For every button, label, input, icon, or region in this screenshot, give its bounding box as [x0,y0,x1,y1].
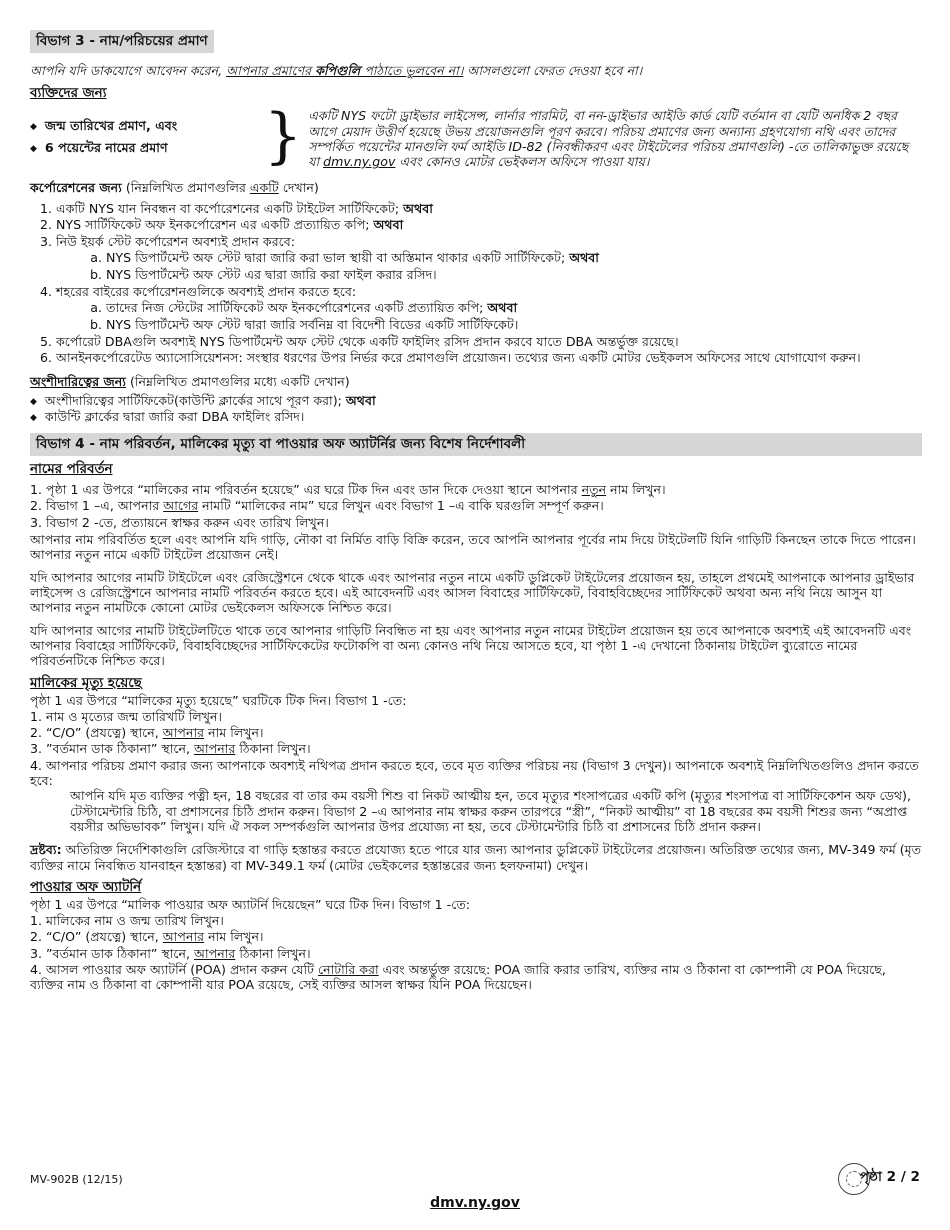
item-text-end: নামটি “মালিকের নাম” ঘরে লিখুন এবং বিভাগ 1 –এ বাকি ঘরগুলি সম্পূর্ণ করুন। [198,498,604,514]
individuals-requirements [30,108,260,162]
list-item: 3. বিভাগ 2 -তে, প্রত্যায়নে স্বাক্ষর করুন এবং তারিখ লিখুন। [30,515,922,530]
partnerships-sub: (নিম্নলিখিত প্রমাণগুলির মধ্যে একটি দেখান) [125,373,350,389]
list-item [56,217,922,232]
item-text: NYS ডিপার্টমেন্ট অফ স্টেট দ্বারা জারি সর্বনিম্ন বা বিদেশী বিডের একটি সার্টিফিকেট। [106,316,519,332]
individuals-note-end: এবং কোনও মোটর ভেইকলস অফিসে পাওয়া যায়। [395,154,650,170]
individuals-note [308,108,922,169]
item-text: আপনার পরিচয় প্রমাণ করার জন্য আপনাকে অবশ্যই নথিপত্র প্রদান করতে হবে, তবে মৃত ব্যক্তির পরিচয় নয় (বিভাগ 3 দেখুন)। আপনাকে অবশ্যই নিম্নলিখিতগুলিও প্রদান করতে হবে: [30,757,919,788]
item-text: “C/O” (প্রযত্নে) স্থানে, [46,929,163,945]
item-text: নিউ ইয়র্ক স্টেট কর্পোরেশন অবশ্যই প্রদান করবে: [56,233,295,249]
section-3-intro [30,63,922,78]
corporations-sub-end: দেখান) [278,179,319,195]
item-text: ”বর্তমান ডাক ঠিকানা” স্থানে, [46,741,194,757]
owner-deceased-list [30,709,922,835]
list-item [30,758,922,835]
item-text: বিভাগ 1 –এ, আপনার [46,498,164,514]
name-change-heading: নামের পরিবর্তন [30,461,113,477]
corporations-heading: কর্পোরেশনের জন্য [30,179,122,195]
individuals-heading: ব্যক্তিদের জন্য [30,85,107,101]
item-text-end: ঠিকানা লিখুন। [235,741,311,757]
intro-underlined [226,63,463,78]
item-underlined: আপনার [162,929,205,945]
list-item: 1. মালিকের নাম ও জন্ম তারিখ লিখুন। [30,913,922,928]
item-underlined: আপনার [162,724,205,740]
name-change-paragraph: যদি আপনার আগের নামটি টাইটেলে এবং রেজিস্ট্রেশনে থেকে থাকে এবং আপনার নতুন নামে একটি ডুপ্লিকেট টাইটেলের প্রয়োজন হয়, তাহলে প্রথমেই আপনাকে আপনার ড্রাইভার লাইসেন্স ও রেজিস্ট্রেশনে আপনার নামটি পরিবর্তন করতে হবে। এই আবেদনটি এবং আসল বিবাহের সার্টিফিকেট, বিবাহবিচ্ছেদের সার্টিফিকেট অথবা অন্য নথি নিয়ে আসুন যা আপনার নতুন নামটিকে কোনো মোটর ভেইকেলস অফিসকে নিশ্চিত করে। [30,569,915,616]
item-text: আসল পাওয়ার অফ অ্যাটর্নি (POA) প্রদান করুন যেটি [46,961,318,977]
website-link[interactable]: dmv.ny.gov [430,1195,520,1211]
note-text: অতিরিক্ত নির্দেশিকাগুলি রেজিস্টারে বা গাড়ি হস্তান্তর করতে প্রযোজ্য হতে পারে যার জন্য আপনার ডুপ্লিকেট টাইটেলের প্রয়োজন। অতিরিক্ত তথ্যের জন্য, MV-349 ফর্ম (মৃত ব্যক্তির নামে নিবন্ধিত যানবাহন হস্তান্তর) বা MV-349.1 ফর্ম (মোটর ভেইকলের হস্তান্তরের জন্য হলফনামা) দেখুন। [30,842,922,873]
item-text: তাদের নিজ স্টেটের সার্টিফিকেট অফ ইনকর্পোরেশনের একটি প্রত্যায়িত কপি; [106,300,488,316]
intro-underlined-b: পাঠাতে ভুলবেন না। [360,62,464,78]
list-item [30,929,922,944]
item-underlined: নতুন [581,481,607,497]
intro-post: আসলগুলো ফেরত দেওয়া হবে না। [463,62,643,78]
item-text: NYS ডিপার্টমেন্ট অফ স্টেট দ্বারা জারি করা ভাল স্থায়ী বা অস্তিমান থাকার একটি সার্টিফিকেট; [106,250,570,266]
item-detail: আপনি যদি মৃত ব্যক্তির পত্নী হন, 18 বছরের বা তার কম বয়সী শিশু বা নিকট আত্মীয় হন, তবে মৃত্যুর শংসাপত্রের একটি কপি (মৃত্যুর শংসাপত্র বা সার্টিফিকেশন অফ ডেথ), টেস্টামেন্টারি চিঠি, বা প্রশাসনের চিঠি প্রদান করুন। বিভাগ 2 –এ আপনার নাম স্বাক্ষর করুন তারপরে “স্ত্রী”, “নিকট আত্মীয়” বা 18 বছরের কম বয়সী শিশুর জন্য “অপ্রাপ্ত বয়সীর অভিভাবক” লিখুন। যদি ঐ সকল সম্পর্কগুলি আপনার উপর প্রযোজ্য না হয়, তবে টেস্টামেন্টারি চিঠি বা প্রশাসনের চিঠি প্রদান করুন। [70,788,911,835]
name-change-paragraph: আপনার নাম পরিবর্তিত হলে এবং আপনি যদি গাড়ি, নৌকা বা নির্মিত বাড়ি বিক্রি করেন, তবে আপনি আপনার পূর্বের নাম দিয়ে টাইটেলটি যিনি গাড়িটি কিনছেন তাকে দিতে পারেন। আপনার নতুন নামে একটি টাইটেল প্রয়োজন নেই। [30,531,916,563]
list-item [106,317,922,332]
list-item [30,741,922,756]
or-label: অথবা [487,300,518,316]
list-item [30,393,922,409]
item-underlined: আপনার [193,945,236,961]
item-underlined: আপনার [193,741,236,757]
brace-icon: } [264,101,303,172]
list-item [56,201,922,216]
list-item [106,267,922,282]
note-paragraph [30,842,922,873]
list-item: 5. কর্পোরেট DBAগুলি অবশ্যই NYS ডিপার্টমেন্ট অফ স্টেট থেকে একটি ফাইলিং রসিদ প্রদান করবে যাতে DBA অন্তর্ভুক্ত রয়েছে। [56,334,922,349]
section-3-heading: বিভাগ 3 - নাম/পরিচয়ের প্রমাণ [30,30,214,53]
partnerships-heading: অংশীদারিত্বের জন্য [30,373,126,389]
poa-heading: পাওয়ার অফ অ্যাটর্নি [30,880,142,896]
or-label: অথবা [403,201,433,217]
sub-list [56,300,922,332]
item-underlined: নোটারি করা [317,961,379,977]
list-item: ◆ কাউন্টি ক্লার্কের দ্বারা জারি করা DBA ফাইলিং রসিদ। [30,409,922,425]
list-item: 6. আনইনকর্পোরেটেড অ্যাসোসিয়েশনস: সংস্থার ধরণের উপর নির্ভর করে প্রমাণগুলি প্রয়োজন। তথ্যের জন্য একটি মোটর ভেইকলস অফিসের সাথে যোগাযোগ করুন। [56,350,922,365]
list-item [56,234,922,282]
dmv-link[interactable]: dmv.ny.gov [323,154,396,170]
owner-deceased-heading: মালিকের মৃত্যু হয়েছে [30,675,142,691]
document-page [30,30,922,1001]
partnerships-list [30,393,922,425]
poa-list [30,913,922,993]
list-item [56,284,922,332]
or-label: অথবা [373,217,404,233]
poa-intro: পৃষ্ঠা 1 এর উপরে “মালিক পাওয়ার অফ অ্যাটর্নি দিয়েছেন” ঘরে টিক দিন। বিভাগ 1 -তে: [30,897,471,913]
list-item [30,725,922,740]
partnerships-heading-line [30,374,922,389]
item-underlined: আগের [163,498,199,514]
item-text: শহরের বাইরের কর্পোরেশনগুলিকে অবশ্যই প্রদান করতে হবে: [56,283,357,299]
note-label: দ্রষ্টব্য: [30,842,62,858]
item-text: “C/O” (প্রযত্নে) স্থানে, [46,724,163,740]
intro-underlined-a: আপনার প্রমাণের [226,62,316,78]
item-text: NYS সার্টিফিকেট অফ ইনকর্পোরেশন এর একটি প্রত্যায়িত কপি; [56,217,374,233]
item-text: NYS ডিপার্টমেন্ট অফ স্টেট এর দ্বারা জারি করা ফাইল করার রসিদ। [106,266,437,282]
page-number: পৃষ্ঠা 2 / 2 [859,1169,920,1185]
corporations-list [30,201,922,366]
corporations-heading-line [30,180,922,195]
sub-list [56,250,922,282]
item-text-end: এবং অন্তর্ভুক্ত রয়েছে: POA জারি করার তারিখ, ব্যক্তির নাম ও ঠিকানা বা কোম্পানী যে POA দিয়েছে, ব্যক্তির নাম ও ঠিকানা বা কোম্পানী যার POA রয়েছে, সেই ব্যক্তির আসল স্বাক্ষর যিনি POA দিয়েছেন। [30,961,886,993]
list-item [30,498,922,513]
owner-deceased-intro: পৃষ্ঠা 1 এর উপরে “মালিকের মৃত্যু হয়েছে” ঘরটিকে টিক দিন। বিভাগ 1 -তে: [30,693,407,709]
list-item [106,300,922,315]
list-item [30,482,922,497]
item-text-end: নাম লিখুন। [204,929,264,945]
name-proof-bullet: ◆ 6 পয়েন্টের নামের প্রমাণ [30,140,260,156]
item-text: পৃষ্ঠা 1 এর উপরে “মালিকের নাম পরিবর্তন হয়েছে” এর ঘরে টিক দিন এবং ডান দিকে দেওয়া স্থানে আপনার [46,481,582,497]
page-footer [30,1163,920,1213]
corporations-sub-underlined: একটি [249,179,279,195]
section-4-heading: বিভাগ 4 - নাম পরিবর্তন, মালিকের মৃত্যু বা পাওয়ার অফ অ্যাটর্নির জন্য বিশেষ নির্দেশাবলী [30,433,922,456]
item-text-end: নাম লিখুন। [606,481,666,497]
list-item [106,250,922,265]
dob-proof-bullet: ◆ জন্ম তারিখের প্রমাণ, এবং [30,118,260,134]
item-text-end: নাম লিখুন। [204,724,264,740]
individuals-note-text: একটি NYS ফটো ড্রাইভার লাইসেন্স, লার্নার পারমিট, বা নন-ড্রাইভার আইডি কার্ড যেটি বর্তমান বা যেটি অনধিক 2 বছর আগে মেয়াদ উত্তীর্ণ হয়েছে উভয় প্রয়োজনগুলি পূরণ করবে। পরিচয় প্রমাণের জন্য অন্যান্য গ্রহণযোগ্য নথি এবং তাদের সম্পর্কিত পয়েন্টের মানগুলি ফর্ম আইডি ID-82 (নিবন্ধীকরণ এবং টাইটেলের পরিচয় প্রমাণগুলি) -তে তালিকাভুক্ত রয়েছে যা [308,108,909,170]
or-label: অথবা [345,393,376,409]
individuals-block [30,101,922,172]
list-item [30,962,922,993]
item-text: অংশীদারিত্বের সার্টিফিকেট(কাউন্টি ক্লার্কের সাথে পূরণ করা); [44,393,346,409]
corporations-sub: (নিম্নলিখিত প্রমাণগুলির [121,179,250,195]
item-text: একটি NYS যান নিবন্ধন বা কর্পোরেশনের একটি টাইটেল সার্টিফিকেট; [56,201,404,217]
form-number: MV-902B (12/15) [30,1173,123,1186]
or-label: অথবা [569,250,599,266]
intro-text: আপনি যদি ডাকযোগে আবেদন করেন, [30,62,227,78]
item-text: ”বর্তমান ডাক ঠিকানা” স্থানে, [46,945,194,961]
list-item: 1. নাম ও মৃত্যের জন্ম তারিখটি লিখুন। [30,709,922,724]
list-item [30,946,922,961]
name-change-list [30,482,922,530]
intro-bold: কপিগুলি [315,62,361,78]
item-text-end: ঠিকানা লিখুন। [235,945,311,961]
name-change-paragraph: যদি আপনার আগের নামটি টাইটেলটিতে থাকে তবে আপনার গাড়িটি নিবন্ধিত না হয় এবং আপনার নতুন নামের টাইটেল প্রয়োজন হয় তবে আপনাকে অবশ্যই এই আবেদনটি এবং আপনার বিবাহের সার্টিফিকেট, বিবাহবিচ্ছেদের সার্টিফিকেটের ফটোকপি বা অন্য কোনও নথি নিয়ে আসতে হবে, যা পৃষ্ঠা 1 -এ দেখানো ঠিকানায় টাইটেল ব্যুরোতে নামের পরিবর্তনটিকে নিশ্চিত করে। [30,622,912,669]
